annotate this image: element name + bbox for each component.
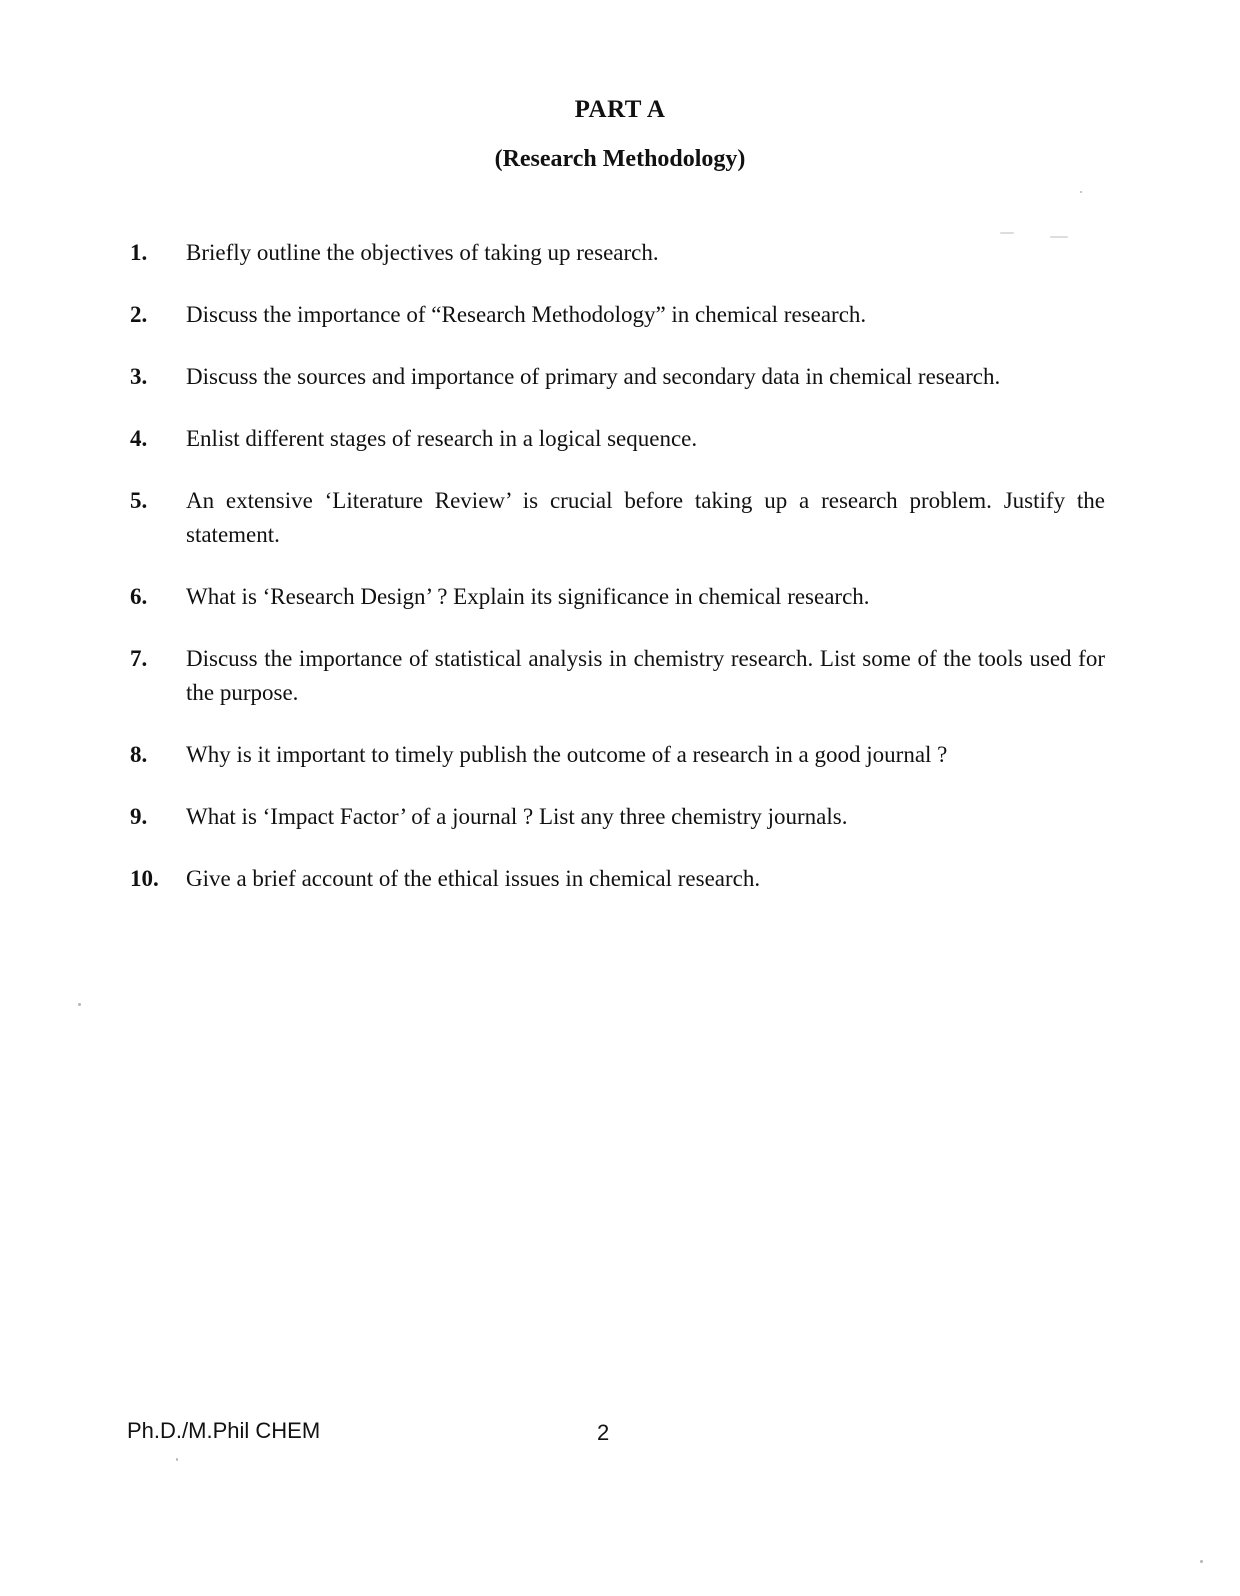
scan-speck: [78, 1003, 81, 1006]
question-text: Why is it important to timely publish the outcome of a research in a good journal ?: [186, 742, 948, 767]
question-number: 3.: [130, 364, 148, 389]
part-subtitle: (Research Methodology): [494, 146, 746, 172]
question-number: 1.: [130, 240, 148, 265]
question-item: [130, 422, 1105, 456]
question-text: Enlist different stages of research in a logical sequence.: [186, 426, 698, 451]
question-number: 8.: [130, 742, 148, 767]
scan-speck: [1050, 236, 1068, 238]
question-item: [130, 360, 1105, 394]
question-text: Discuss the sources and importance of primary and secondary data in chemical research.: [186, 364, 1001, 389]
scan-speck: [1080, 191, 1082, 193]
question-item: [130, 580, 1105, 614]
question-text: What is ‘Research Design’ ? Explain its significance in chemical research.: [186, 584, 870, 609]
question-text: What is ‘Impact Factor’ of a journal ? List any three chemistry journals.: [186, 804, 848, 829]
part-title: PART A: [574, 96, 666, 123]
question-list: [130, 236, 1105, 924]
question-item: [130, 800, 1105, 834]
question-number: 10.: [130, 866, 159, 891]
question-number: 2.: [130, 302, 148, 327]
scan-speck: [1000, 232, 1014, 234]
question-number: 6.: [130, 584, 148, 609]
question-text: Give a brief account of the ethical issues in chemical research.: [186, 866, 761, 891]
question-text: Discuss the importance of statistical analysis in chemistry research. List some of the tools used for the purpose.: [186, 646, 1105, 705]
question-number: 5.: [130, 488, 148, 513]
question-text: An extensive ‘Literature Review’ is crucial before taking up a research problem. Justify the statement.: [186, 488, 1105, 547]
question-text: Briefly outline the objectives of taking up research.: [186, 240, 659, 265]
question-item: [130, 484, 1105, 552]
scan-speck: [1200, 1560, 1203, 1563]
question-text: Discuss the importance of “Research Methodology” in chemical research.: [186, 302, 867, 327]
scan-speck: [176, 1458, 178, 1461]
question-item: [130, 738, 1105, 772]
footer-course-code: Ph.D./M.Phil CHEM: [127, 1418, 321, 1443]
question-number: 7.: [130, 646, 148, 671]
question-item: [130, 236, 1105, 270]
question-item: [130, 862, 1105, 896]
question-item: [130, 298, 1105, 332]
question-number: 4.: [130, 426, 148, 451]
footer-page-number: 2: [597, 1420, 610, 1445]
question-item: [130, 642, 1105, 710]
question-number: 9.: [130, 804, 148, 829]
